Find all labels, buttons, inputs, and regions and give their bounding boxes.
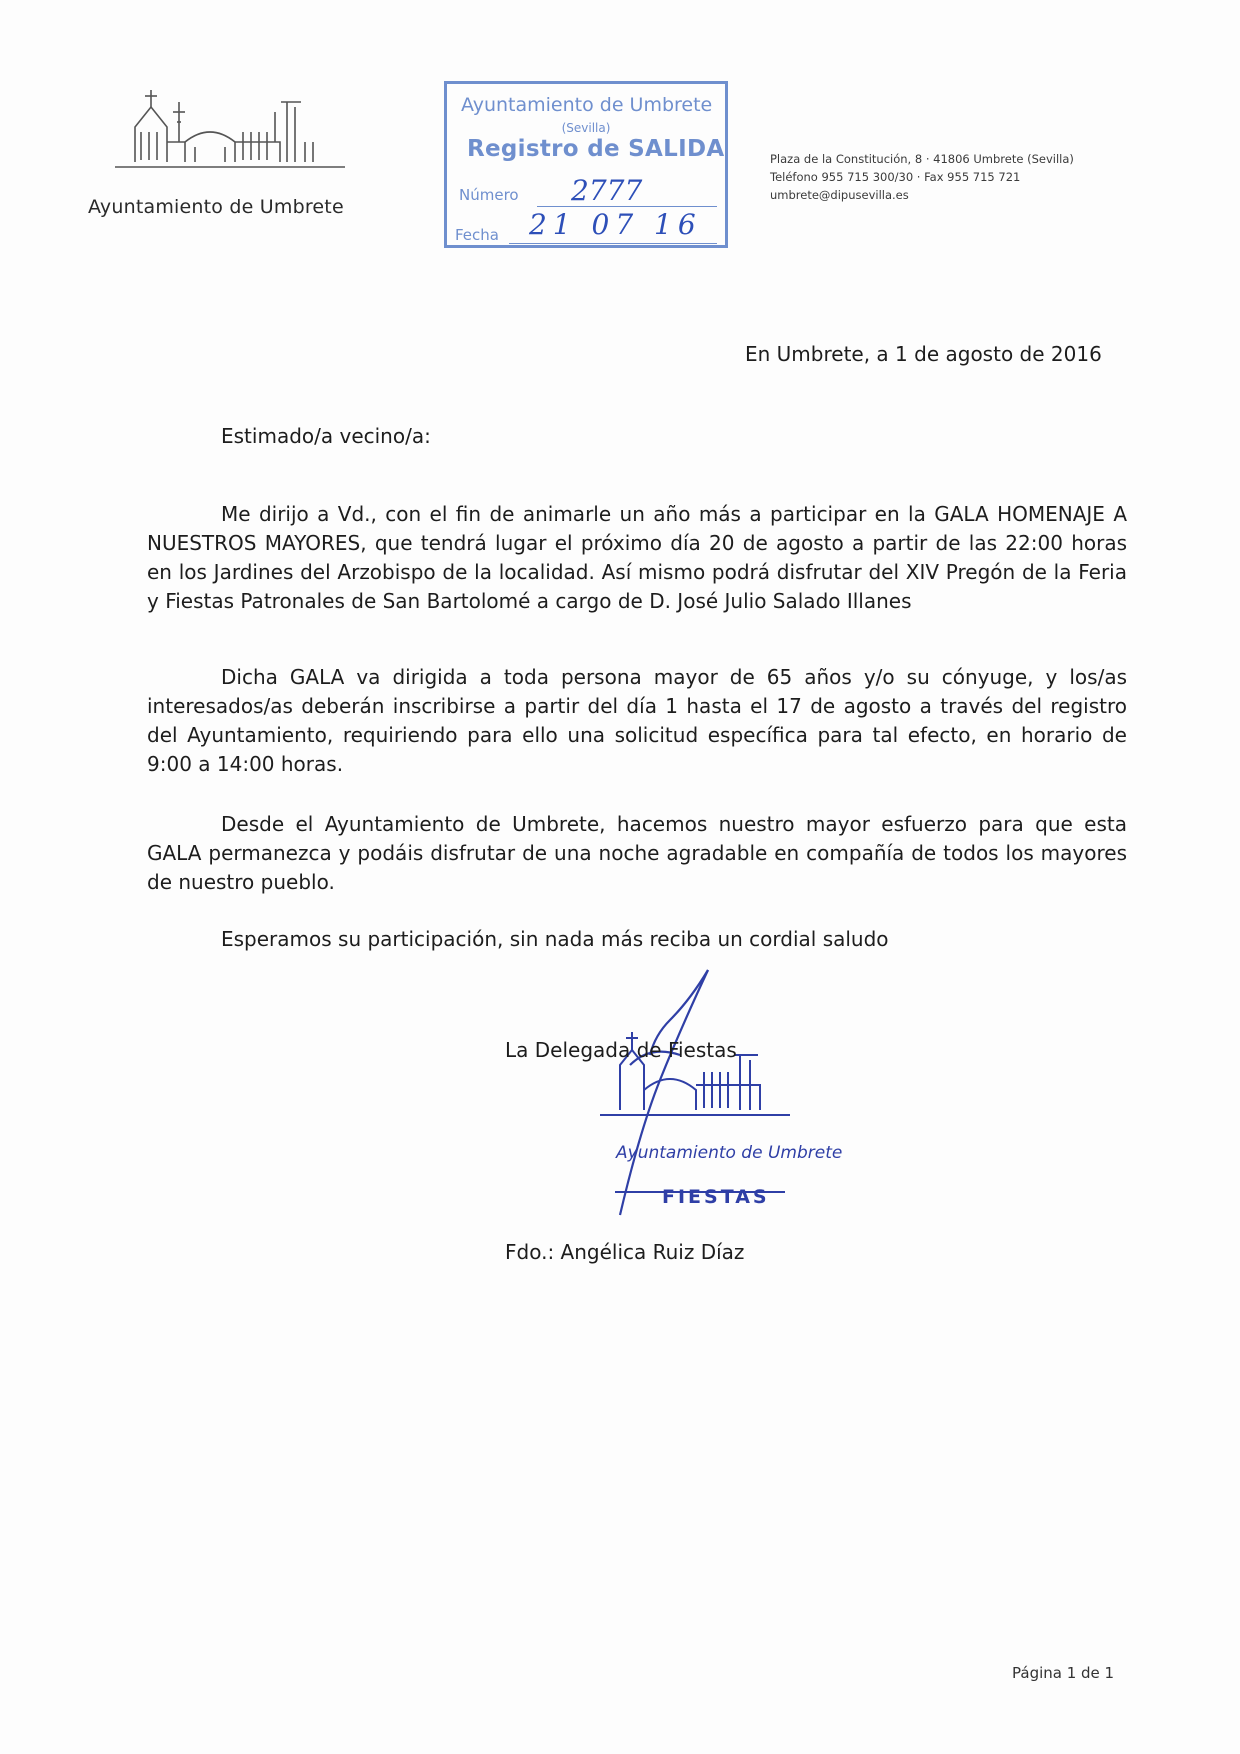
stamp-date-label: Fecha bbox=[455, 226, 499, 244]
paragraph: Esperamos su participación, sin nada más reciba un cordial saludo bbox=[221, 927, 889, 951]
paragraph: Desde el Ayuntamiento de Umbrete, hacemos nuestro mayor esfuerzo para que esta GALA permanezca y podáis disfrutar de una noche agradable en compañía de todos los mayores de nuestro pueblo. bbox=[147, 812, 1127, 894]
town-hall-logo bbox=[115, 72, 355, 182]
phone-line: Teléfono 955 715 300/30 · Fax 955 715 721 bbox=[770, 170, 1021, 184]
stamp-date-value: 21 07 16 bbox=[529, 208, 702, 241]
logo-caption: Ayuntamiento de Umbrete bbox=[88, 196, 344, 218]
registry-stamp bbox=[444, 81, 728, 248]
paragraph: Dicha GALA va dirigida a toda persona mayor de 65 años y/o su cónyuge, y los/as interesados/as deberán inscribirse a partir del día 1 hasta el 17 de agosto a través del registro del Ayuntamiento, requiriendo para ello una solicitud específica para tal efecto, en horario de 9:00 a 14:00 horas. bbox=[147, 665, 1127, 776]
stamp-number-value: 2777 bbox=[571, 174, 643, 207]
address-line: Plaza de la Constitución, 8 · 41806 Umbrete (Sevilla) bbox=[770, 152, 1074, 166]
address-block bbox=[770, 150, 1074, 204]
letter-date: En Umbrete, a 1 de agosto de 2016 bbox=[745, 342, 1102, 366]
stamp-title: Ayuntamiento de Umbrete bbox=[461, 94, 713, 116]
signature-role: La Delegada de Fiestas bbox=[505, 1038, 737, 1062]
stamp-number-label: Número bbox=[459, 186, 519, 204]
letter-greeting: Estimado/a vecino/a: bbox=[221, 424, 431, 448]
stamp-subtitle: (Sevilla) bbox=[561, 121, 611, 135]
fiestas-stamp-department: FIESTAS bbox=[662, 1186, 770, 1208]
handwritten-signature bbox=[620, 970, 708, 1215]
email-line: umbrete@dipusevilla.es bbox=[770, 188, 909, 202]
stamp-date-line bbox=[509, 243, 717, 244]
fiestas-stamp-text: Ayuntamiento de Umbrete bbox=[616, 1143, 843, 1163]
signature-name: Fdo.: Angélica Ruiz Díaz bbox=[505, 1240, 745, 1264]
paragraph: Me dirijo a Vd., con el fin de animarle un año más a participar en la GALA HOMENAJE A NUESTROS MAYORES, que tendrá lugar el próximo día 20 de agosto a partir de las 22:00 horas en los Jardines del Arzobispo de la localidad. Así mismo podrá disfrutar del XIV Pregón de la Feria y Fiestas Patronales de San Bartolomé a cargo de D. José Julio Salado Illanes bbox=[147, 502, 1127, 613]
page-number: Página 1 de 1 bbox=[1012, 1664, 1115, 1682]
stamp-registry: Registro de SALIDA bbox=[467, 136, 725, 162]
